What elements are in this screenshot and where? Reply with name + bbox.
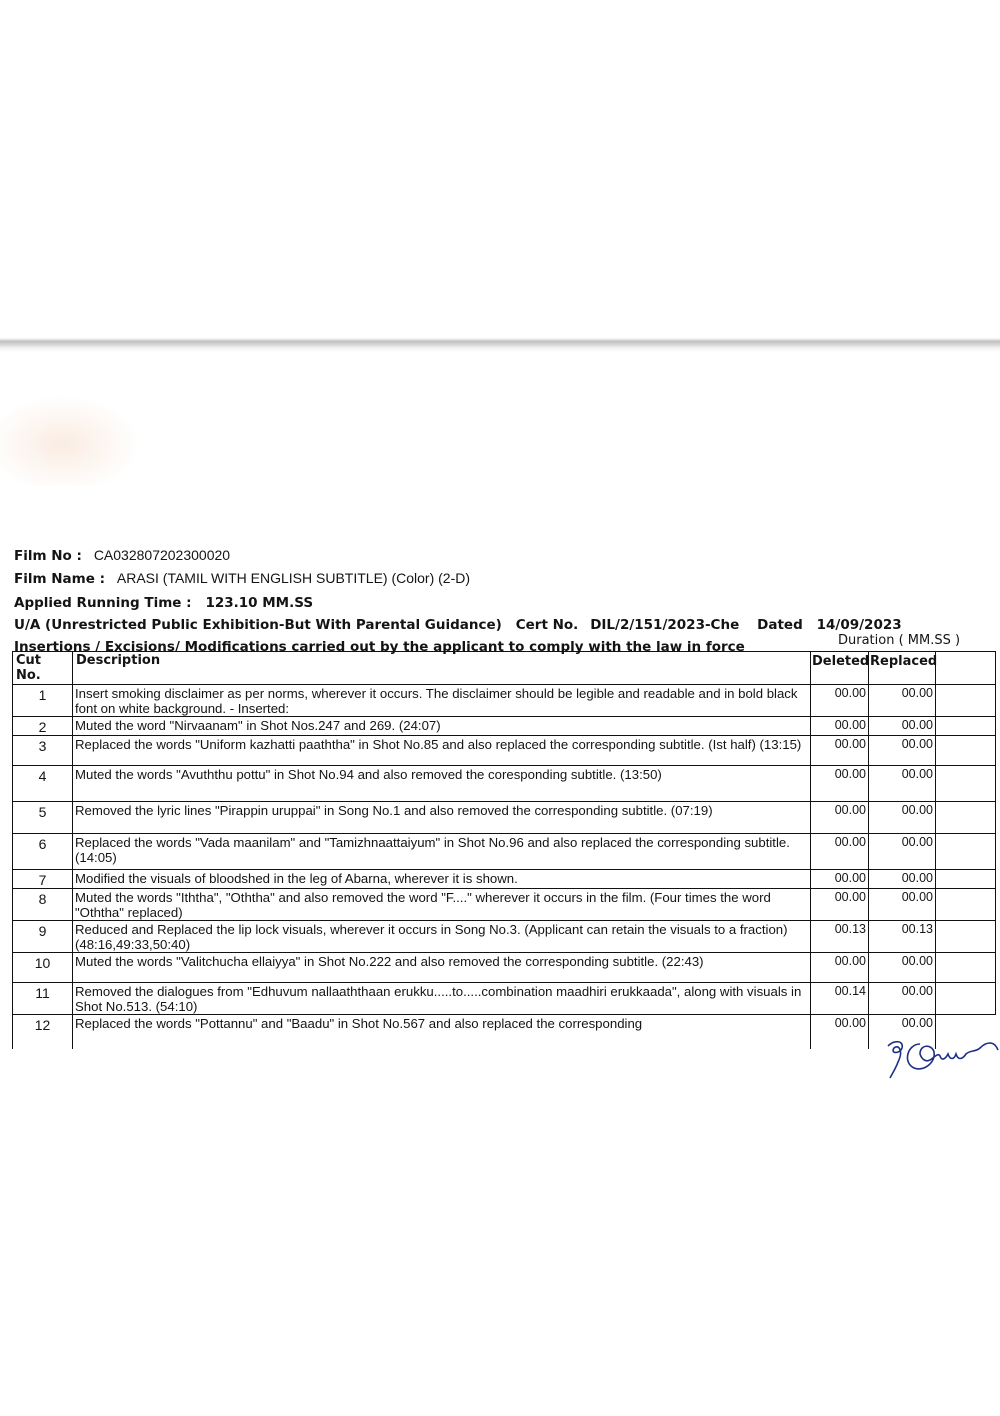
blank-cell	[936, 802, 996, 834]
table-row	[13, 766, 996, 802]
deleted-duration: 00.00	[811, 953, 869, 983]
table-row	[13, 685, 996, 717]
blank-cell	[936, 921, 996, 953]
col-header-description: Description	[73, 652, 811, 685]
blank-cell	[936, 889, 996, 921]
table-row	[13, 953, 996, 983]
table-row	[13, 736, 996, 766]
col-header-replaced: Replaced	[869, 652, 936, 685]
replaced-duration: 00.13	[869, 921, 936, 953]
table-row	[13, 1015, 996, 1049]
table-row	[13, 717, 996, 736]
blank-cell	[936, 736, 996, 766]
table-row	[13, 834, 996, 870]
col-header-cut-no: Cut No.	[13, 652, 73, 685]
certificate-category: U/A (Unrestricted Public Exhibition-But With Parental Guidance)	[14, 617, 502, 633]
blank-cell	[936, 717, 996, 736]
replaced-duration: 00.00	[869, 685, 936, 717]
cert-no-label: Cert No.	[515, 617, 579, 633]
blank-cell	[936, 870, 996, 889]
replaced-duration: 00.00	[869, 889, 936, 921]
cut-number: 5	[13, 802, 73, 834]
deleted-duration: 00.00	[811, 685, 869, 717]
cut-number: 8	[13, 889, 73, 921]
deleted-duration: 00.00	[811, 1015, 869, 1049]
blank-cell	[936, 983, 996, 1015]
blank-cell	[936, 685, 996, 717]
deleted-duration: 00.13	[811, 921, 869, 953]
cut-description: Muted the word "Nirvaanam" in Shot Nos.247 and 269. (24:07)	[73, 717, 811, 736]
dated-label: Dated	[757, 617, 803, 633]
cut-number: 6	[13, 834, 73, 870]
replaced-duration: 00.00	[869, 1015, 936, 1049]
cut-number: 3	[13, 736, 73, 766]
running-time-label: Applied Running Time :	[14, 595, 192, 611]
cut-description: Modified the visuals of bloodshed in the leg of Abarna, wherever it is shown.	[73, 870, 811, 889]
cut-description: Replaced the words "Vada maanilam" and "Tamizhnaattaiyum" in Shot No.96 and also replaced the corresponding subtitle. (14:05)	[73, 834, 811, 870]
replaced-duration: 00.00	[869, 983, 936, 1015]
deleted-duration: 00.00	[811, 889, 869, 921]
table-header-row	[13, 652, 996, 685]
cut-description: Muted the words "Valitchucha ellaiyya" in Shot No.222 and also removed the corresponding subtitle. (22:43)	[73, 953, 811, 983]
replaced-duration: 00.00	[869, 717, 936, 736]
deleted-duration: 00.00	[811, 870, 869, 889]
deleted-duration: 00.00	[811, 834, 869, 870]
cut-number: 2	[13, 717, 73, 736]
cut-description: Insert smoking disclaimer as per norms, wherever it occurs. The disclaimer should be legible and readable and in bold black font on white background. - Inserted:	[73, 685, 811, 717]
cut-description: Replaced the words "Pottannu" and "Baadu" in Shot No.567 and also replaced the corresponding	[73, 1015, 811, 1049]
film-name-value: ARASI (TAMIL WITH ENGLISH SUBTITLE) (Color) (2-D)	[116, 570, 471, 586]
film-no-value: CA032807202300020	[93, 547, 231, 563]
modifications-heading: Insertions / Excisions/ Modifications carried out by the applicant to comply with the law in force	[14, 639, 745, 655]
cut-description: Removed the dialogues from "Edhuvum nallaaththaan erukku.....to.....combination maadhiri erukkaada", along with visuals in Shot No.513. (54:10)	[73, 983, 811, 1015]
table-row	[13, 983, 996, 1015]
blank-cell	[936, 834, 996, 870]
film-no-label: Film No :	[14, 548, 82, 564]
signature	[880, 1032, 1000, 1082]
deleted-duration: 00.14	[811, 983, 869, 1015]
cut-number: 7	[13, 870, 73, 889]
cut-number: 9	[13, 921, 73, 953]
deleted-duration: 00.00	[811, 717, 869, 736]
replaced-duration: 00.00	[869, 834, 936, 870]
blank-cell	[936, 766, 996, 802]
col-header-blank	[936, 652, 996, 685]
running-time-line	[14, 594, 313, 611]
film-name-label: Film Name :	[14, 571, 105, 587]
cut-number: 11	[13, 983, 73, 1015]
deleted-duration: 00.00	[811, 802, 869, 834]
table-row	[13, 802, 996, 834]
duration-heading: Duration ( MM.SS )	[838, 633, 961, 648]
table-row	[13, 870, 996, 889]
replaced-duration: 00.00	[869, 802, 936, 834]
cut-description: Reduced and Replaced the lip lock visuals, wherever it occurs in Song No.3. (Applicant can retain the visuals to a fraction) (48:16,49:33,50:40)	[73, 921, 811, 953]
dated-value: 14/09/2023	[816, 617, 902, 633]
replaced-duration: 00.00	[869, 953, 936, 983]
deleted-duration: 00.00	[811, 736, 869, 766]
cert-no-value: DIL/2/151/2023-Che	[590, 617, 740, 633]
replaced-duration: 00.00	[869, 766, 936, 802]
table-row	[13, 889, 996, 921]
deleted-duration: 00.00	[811, 766, 869, 802]
certificate-line	[14, 616, 902, 633]
cut-description: Removed the lyric lines "Pirappin uruppai" in Song No.1 and also removed the corresponding subtitle. (07:19)	[73, 802, 811, 834]
table-row	[13, 921, 996, 953]
cut-number: 10	[13, 953, 73, 983]
running-time-value: 123.10 MM.SS	[205, 595, 314, 611]
replaced-duration: 00.00	[869, 736, 936, 766]
cuts-table	[12, 651, 996, 1049]
film-name-line	[14, 570, 470, 587]
cut-number: 4	[13, 766, 73, 802]
cut-description: Muted the words "Avuththu pottu" in Shot No.94 and also removed the coresponding subtitle. (13:50)	[73, 766, 811, 802]
blank-cell	[936, 953, 996, 983]
replaced-duration: 00.00	[869, 870, 936, 889]
cut-number: 1	[13, 685, 73, 717]
cut-description: Replaced the words "Uniform kazhatti paaththa" in Shot No.85 and also replaced the corresponding subtitle. (Ist half) (13:15)	[73, 736, 811, 766]
col-header-deleted: Deleted	[811, 652, 869, 685]
paper-stain	[0, 395, 140, 485]
film-no-line	[14, 547, 230, 564]
cut-number: 12	[13, 1015, 73, 1049]
scan-shadow-edge	[0, 338, 1000, 352]
cut-description: Muted the words "Iththa", "Oththa" and also removed the word "F...." wherever it occurs in the film. (Four times the word "Oththa" replaced)	[73, 889, 811, 921]
